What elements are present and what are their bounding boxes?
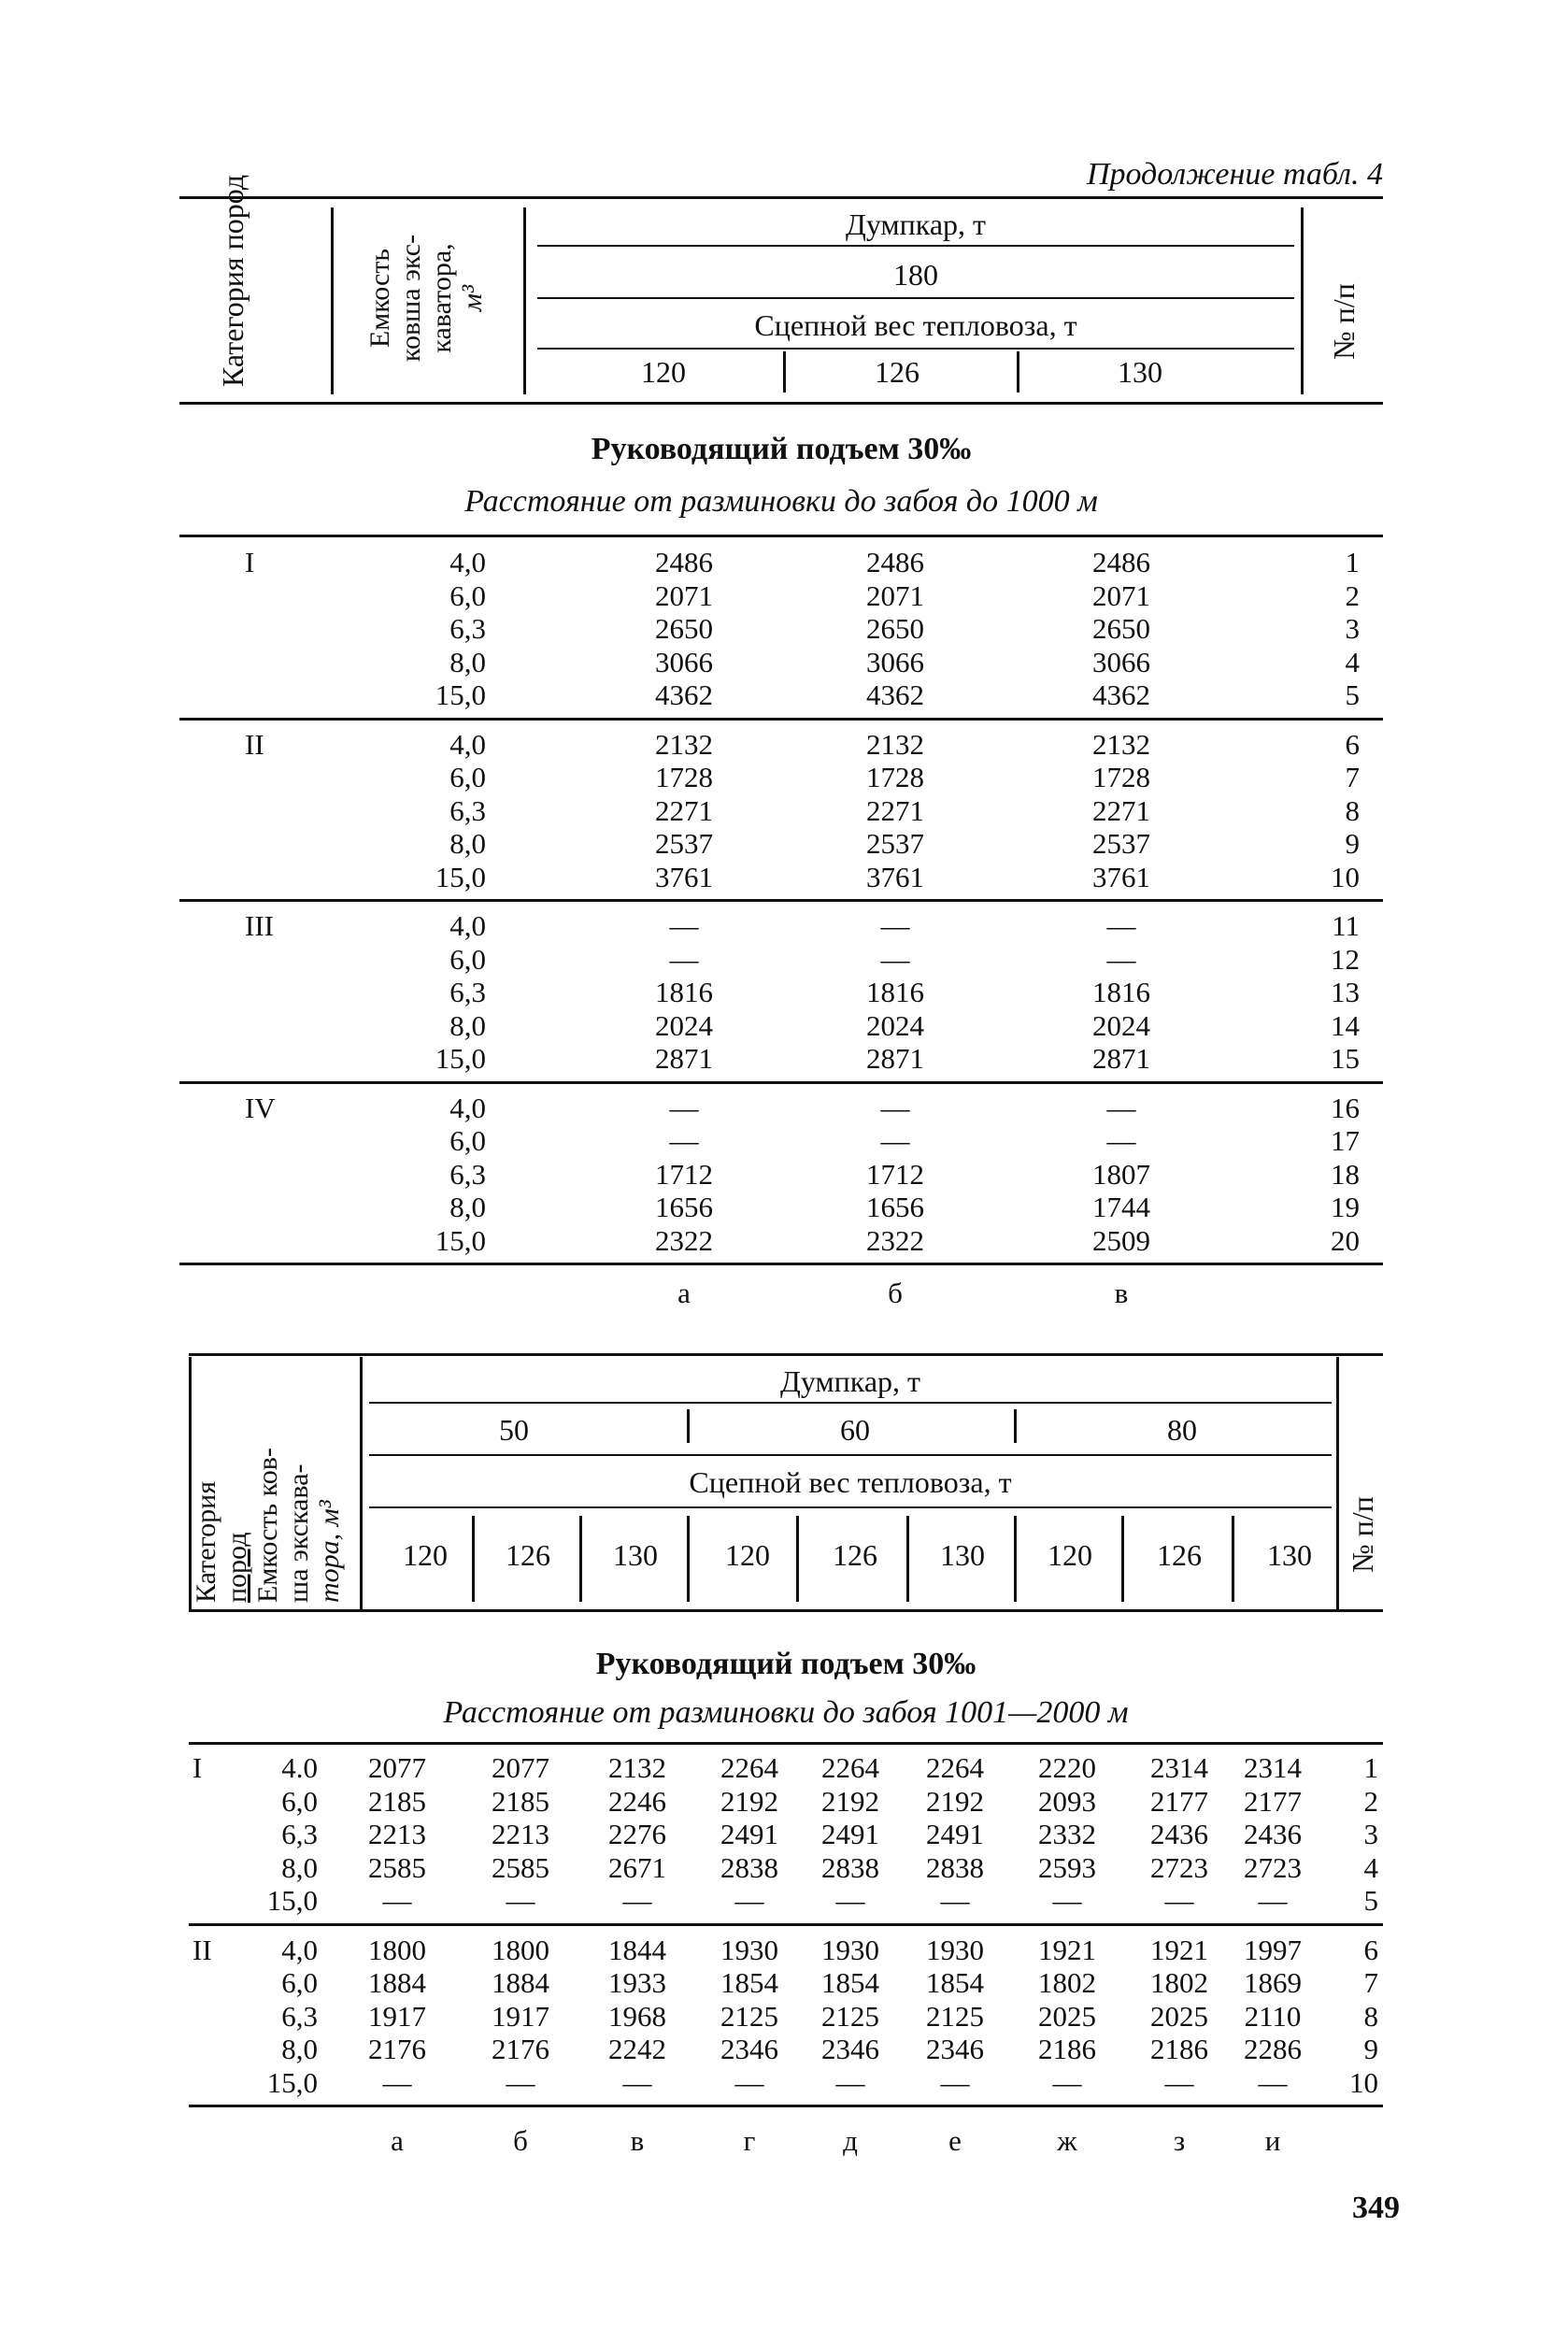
- category-label: III: [245, 909, 274, 942]
- value-cell: 2246: [608, 1784, 666, 1818]
- value-cell: 1728: [1092, 761, 1150, 793]
- value-cell: —: [880, 942, 910, 976]
- value-cell: 2213: [368, 1818, 426, 1850]
- value-cell: 2125: [821, 1999, 879, 2033]
- value-cell: 1728: [655, 761, 713, 793]
- value-cell: 2071: [655, 578, 713, 612]
- row-number-cell: 10: [1349, 2065, 1378, 2099]
- value-cell: —: [622, 2065, 652, 2099]
- value-cell: —: [835, 1884, 865, 1917]
- value-cell: 1854: [926, 1966, 984, 1999]
- column-letter: а: [677, 1277, 691, 1309]
- value-cell: 2176: [368, 2033, 426, 2065]
- value-cell: 2346: [926, 2033, 984, 2065]
- value-cell: 2077: [492, 1751, 549, 1784]
- value-cell: 1917: [368, 1999, 426, 2033]
- row-number-cell: 8: [1363, 1999, 1378, 2033]
- t1-header-weight: 120: [641, 355, 686, 389]
- value-cell: —: [880, 1091, 910, 1124]
- bucket-cell: 15,0: [435, 1042, 486, 1075]
- value-cell: 1921: [1038, 1933, 1096, 1966]
- row-number-cell: 17: [1331, 1124, 1360, 1157]
- page-number: 349: [1352, 2191, 1400, 2225]
- row-number-cell: 5: [1345, 678, 1360, 711]
- value-cell: 2436: [1150, 1818, 1208, 1850]
- value-cell: —: [1258, 2065, 1288, 2099]
- bucket-cell: 6,3: [449, 976, 486, 1008]
- value-cell: 2176: [492, 2033, 549, 2065]
- value-cell: —: [669, 942, 699, 976]
- value-cell: —: [622, 1884, 652, 1917]
- value-cell: 2491: [821, 1818, 879, 1850]
- value-cell: 2486: [866, 546, 924, 578]
- row-number-cell: 11: [1332, 909, 1360, 942]
- bucket-cell: 6,3: [449, 1157, 486, 1191]
- value-cell: 2314: [1150, 1751, 1208, 1784]
- value-cell: 2491: [720, 1818, 778, 1850]
- value-cell: 2071: [1092, 578, 1150, 612]
- bucket-cell: 4,0: [449, 909, 486, 942]
- column-letter: г: [743, 2124, 756, 2157]
- row-number-cell: 16: [1331, 1091, 1360, 1124]
- value-cell: 2186: [1150, 2033, 1208, 2065]
- value-cell: 1921: [1150, 1933, 1208, 1966]
- value-cell: 2871: [1092, 1042, 1150, 1075]
- value-cell: 1854: [821, 1966, 879, 1999]
- bucket-cell: 6,3: [449, 612, 486, 645]
- bucket-cell: 15,0: [266, 1884, 318, 1917]
- column-letter: в: [630, 2124, 645, 2157]
- value-cell: 2077: [368, 1751, 426, 1784]
- value-cell: 2271: [866, 793, 924, 827]
- bucket-cell: 6,3: [449, 793, 486, 827]
- value-cell: 1712: [655, 1157, 713, 1191]
- value-cell: 2185: [368, 1784, 426, 1818]
- column-letter: б: [888, 1277, 903, 1309]
- value-cell: —: [1052, 1884, 1082, 1917]
- t1-header-dumpcar-value: 180: [893, 258, 938, 292]
- value-cell: 3066: [1092, 645, 1150, 678]
- row-number-cell: 3: [1363, 1818, 1378, 1850]
- bucket-cell: 8,0: [449, 827, 486, 860]
- value-cell: 1744: [1092, 1191, 1150, 1223]
- value-cell: 1800: [492, 1933, 549, 1966]
- bucket-cell: 6,3: [281, 1999, 318, 2033]
- row-number-cell: 7: [1363, 1966, 1378, 1999]
- value-cell: 1884: [368, 1966, 426, 1999]
- column-letter: д: [843, 2124, 858, 2157]
- bucket-cell: 6,0: [449, 942, 486, 976]
- row-number-cell: 7: [1345, 761, 1360, 793]
- value-cell: 2314: [1244, 1751, 1302, 1784]
- row-number-cell: 14: [1331, 1008, 1360, 1042]
- value-cell: 2110: [1244, 1999, 1302, 2033]
- column-letter: а: [391, 2124, 404, 2157]
- value-cell: —: [1106, 909, 1136, 942]
- value-cell: 2537: [866, 827, 924, 860]
- t1-header-dumpcar: Думпкар, т: [845, 207, 987, 241]
- value-cell: 1968: [608, 1999, 666, 2033]
- value-cell: 2286: [1244, 2033, 1302, 2065]
- value-cell: 2024: [866, 1008, 924, 1042]
- value-cell: 1800: [368, 1933, 426, 1966]
- bucket-cell: 4,0: [449, 546, 486, 578]
- bucket-cell: 15,0: [266, 2065, 318, 2099]
- row-number-cell: 6: [1363, 1933, 1378, 1966]
- bucket-cell: 8,0: [281, 2033, 318, 2065]
- value-cell: 2264: [720, 1751, 778, 1784]
- value-cell: 2220: [1038, 1751, 1096, 1784]
- bucket-cell: 6,0: [449, 578, 486, 612]
- value-cell: 3761: [866, 860, 924, 893]
- row-number-cell: 20: [1331, 1223, 1360, 1257]
- value-cell: 1930: [926, 1933, 984, 1966]
- t2-header-weight: 120: [403, 1538, 448, 1572]
- value-cell: 2491: [926, 1818, 984, 1850]
- value-cell: —: [880, 1124, 910, 1157]
- value-cell: 2838: [821, 1850, 879, 1884]
- column-letter: ж: [1057, 2124, 1077, 2157]
- value-cell: 2132: [608, 1751, 666, 1784]
- value-cell: 1854: [720, 1966, 778, 1999]
- value-cell: —: [669, 1124, 699, 1157]
- value-cell: 2025: [1038, 1999, 1096, 2033]
- value-cell: 4362: [1092, 678, 1150, 711]
- t2-header-weight: 126: [833, 1538, 877, 1572]
- value-cell: —: [506, 2065, 535, 2099]
- value-cell: —: [1106, 1124, 1136, 1157]
- value-cell: 1844: [608, 1933, 666, 1966]
- bucket-cell: 6,0: [281, 1966, 318, 1999]
- value-cell: —: [835, 2065, 865, 2099]
- value-cell: 2132: [1092, 727, 1150, 761]
- value-cell: —: [382, 1884, 412, 1917]
- column-letter: з: [1173, 2124, 1186, 2157]
- value-cell: 4362: [655, 678, 713, 711]
- bucket-cell: 15,0: [435, 860, 486, 893]
- column-letter: е: [948, 2124, 962, 2157]
- value-cell: 2024: [655, 1008, 713, 1042]
- value-cell: 2838: [926, 1850, 984, 1884]
- value-cell: 2192: [926, 1784, 984, 1818]
- t1-header-number: № п/п: [1327, 283, 1361, 360]
- t1-header-weight: 126: [875, 355, 919, 389]
- value-cell: 2025: [1150, 1999, 1208, 2033]
- t2-header-category: Категория пород Емкость ков- ша экскава- тора, м³: [191, 1448, 345, 1603]
- row-number-cell: 4: [1345, 645, 1360, 678]
- t2-header-number: № п/п: [1346, 1496, 1379, 1573]
- value-cell: 1802: [1150, 1966, 1208, 1999]
- value-cell: 2125: [926, 1999, 984, 2033]
- bucket-cell: 8,0: [449, 1191, 486, 1223]
- value-cell: 3761: [655, 860, 713, 893]
- value-cell: 2838: [720, 1850, 778, 1884]
- category-label: I: [245, 546, 255, 578]
- t1-header-loco: Сцепной вес тепловоза, т: [754, 308, 1077, 342]
- row-number-cell: 18: [1331, 1157, 1360, 1191]
- t1-header-bucket: Емкость ковша экс- каватора, м³: [364, 234, 488, 363]
- value-cell: 2264: [926, 1751, 984, 1784]
- value-cell: 2242: [608, 2033, 666, 2065]
- row-number-cell: 2: [1363, 1784, 1378, 1818]
- value-cell: 2192: [720, 1784, 778, 1818]
- t2-header-weight: 130: [613, 1538, 658, 1572]
- bucket-cell: 6,0: [449, 1124, 486, 1157]
- value-cell: 1728: [866, 761, 924, 793]
- bucket-cell: 15,0: [435, 678, 486, 711]
- value-cell: —: [382, 2065, 412, 2099]
- value-cell: 2486: [655, 546, 713, 578]
- bucket-cell: 4,0: [449, 727, 486, 761]
- value-cell: 2177: [1150, 1784, 1208, 1818]
- category-label: IV: [245, 1091, 276, 1124]
- t2-header-weight: 126: [1157, 1538, 1202, 1572]
- row-number-cell: 1: [1363, 1751, 1378, 1784]
- t2-section-title: Руководящий подъем 30‰: [595, 1647, 976, 1681]
- value-cell: 2132: [655, 727, 713, 761]
- row-number-cell: 5: [1363, 1884, 1378, 1917]
- value-cell: 2585: [492, 1850, 549, 1884]
- group-divider: [179, 1263, 1383, 1265]
- value-cell: 2509: [1092, 1223, 1150, 1257]
- value-cell: 2871: [866, 1042, 924, 1075]
- value-cell: 2671: [608, 1850, 666, 1884]
- row-number-cell: 6: [1345, 727, 1360, 761]
- group-divider: [179, 899, 1383, 902]
- value-cell: —: [880, 909, 910, 942]
- bucket-cell: 8,0: [449, 645, 486, 678]
- value-cell: 2650: [866, 612, 924, 645]
- t2-header-loco: Сцепной вес тепловоза, т: [689, 1465, 1012, 1499]
- value-cell: 2585: [368, 1850, 426, 1884]
- value-cell: —: [1164, 1884, 1194, 1917]
- row-number-cell: 12: [1331, 942, 1360, 976]
- value-cell: 2436: [1244, 1818, 1302, 1850]
- t2-header-weight: 130: [1267, 1538, 1312, 1572]
- t2-header-dumpcar-value: 50: [499, 1413, 529, 1447]
- bucket-cell: 8,0: [449, 1008, 486, 1042]
- column-letter: в: [1114, 1277, 1129, 1309]
- column-letter: и: [1264, 2124, 1281, 2157]
- group-divider: [189, 1923, 1383, 1926]
- t2-header-weight: 120: [1048, 1538, 1092, 1572]
- t1-header-category: Категория пород: [216, 174, 249, 387]
- value-cell: 1712: [866, 1157, 924, 1191]
- row-number-cell: 4: [1363, 1850, 1378, 1884]
- value-cell: —: [1106, 1091, 1136, 1124]
- value-cell: 2723: [1150, 1850, 1208, 1884]
- value-cell: 2593: [1038, 1850, 1096, 1884]
- bucket-cell: 4.0: [281, 1751, 318, 1784]
- value-cell: 2346: [720, 2033, 778, 2065]
- category-label: II: [192, 1933, 212, 1966]
- row-number-cell: 3: [1345, 612, 1360, 645]
- row-number-cell: 1: [1345, 546, 1360, 578]
- value-cell: 2276: [608, 1818, 666, 1850]
- value-cell: 3066: [866, 645, 924, 678]
- value-cell: 3066: [655, 645, 713, 678]
- category-label: I: [192, 1751, 203, 1784]
- row-number-cell: 10: [1331, 860, 1360, 893]
- value-cell: 2650: [1092, 612, 1150, 645]
- value-cell: 2271: [655, 793, 713, 827]
- t2-header-dumpcar-value: 60: [840, 1413, 870, 1447]
- value-cell: 2322: [655, 1223, 713, 1257]
- row-number-cell: 8: [1345, 793, 1360, 827]
- value-cell: —: [669, 1091, 699, 1124]
- bucket-cell: 8,0: [281, 1850, 318, 1884]
- group-divider: [189, 2105, 1383, 2107]
- value-cell: 2723: [1244, 1850, 1302, 1884]
- value-cell: 2213: [492, 1818, 549, 1850]
- value-cell: 1816: [655, 976, 713, 1008]
- value-cell: 1802: [1038, 1966, 1096, 1999]
- row-number-cell: 9: [1345, 827, 1360, 860]
- value-cell: 1869: [1244, 1966, 1302, 1999]
- value-cell: 2125: [720, 1999, 778, 2033]
- value-cell: 2132: [866, 727, 924, 761]
- value-cell: —: [734, 1884, 764, 1917]
- t1-section-title: Руководящий подъем 30‰: [591, 432, 972, 466]
- bucket-cell: 4,0: [281, 1933, 318, 1966]
- value-cell: 1656: [655, 1191, 713, 1223]
- value-cell: 1997: [1244, 1933, 1302, 1966]
- row-number-cell: 19: [1331, 1191, 1360, 1223]
- bucket-cell: 4,0: [449, 1091, 486, 1124]
- value-cell: 1930: [821, 1933, 879, 1966]
- value-cell: 2332: [1038, 1818, 1096, 1850]
- value-cell: —: [940, 1884, 970, 1917]
- bucket-cell: 6,0: [449, 761, 486, 793]
- bucket-cell: 15,0: [435, 1223, 486, 1257]
- t2-header-dumpcar: Думпкар, т: [779, 1364, 921, 1398]
- group-divider: [179, 1081, 1383, 1084]
- value-cell: 2871: [655, 1042, 713, 1075]
- value-cell: —: [1106, 942, 1136, 976]
- value-cell: —: [940, 2065, 970, 2099]
- t2-header-weight: 130: [940, 1538, 985, 1572]
- column-letter: б: [513, 2124, 528, 2157]
- value-cell: —: [734, 2065, 764, 2099]
- t2-header-weight: 126: [506, 1538, 550, 1572]
- value-cell: 2177: [1244, 1784, 1302, 1818]
- value-cell: —: [1164, 2065, 1194, 2099]
- value-cell: 2486: [1092, 546, 1150, 578]
- value-cell: 2346: [821, 2033, 879, 2065]
- row-number-cell: 2: [1345, 578, 1360, 612]
- t2-header-weight: 120: [725, 1538, 770, 1572]
- t2-section-subtitle: Расстояние от разминовки до забоя 1001—2000 м: [443, 1695, 1129, 1730]
- value-cell: 2650: [655, 612, 713, 645]
- value-cell: 1816: [1092, 976, 1150, 1008]
- table-caption: Продолжение табл. 4: [1086, 157, 1383, 192]
- value-cell: 2093: [1038, 1784, 1096, 1818]
- row-number-cell: 13: [1331, 976, 1360, 1008]
- value-cell: 1917: [492, 1999, 549, 2033]
- t2-header-dumpcar-value: 80: [1167, 1413, 1197, 1447]
- value-cell: 2271: [1092, 793, 1150, 827]
- value-cell: 1884: [492, 1966, 549, 1999]
- value-cell: 2192: [821, 1784, 879, 1818]
- value-cell: 2537: [655, 827, 713, 860]
- t1-section-subtitle: Расстояние от разминовки до забоя до 1000 м: [464, 484, 1098, 519]
- value-cell: 3761: [1092, 860, 1150, 893]
- value-cell: —: [506, 1884, 535, 1917]
- value-cell: 2186: [1038, 2033, 1096, 2065]
- value-cell: 1816: [866, 976, 924, 1008]
- value-cell: 4362: [866, 678, 924, 711]
- row-number-cell: 9: [1363, 2033, 1378, 2065]
- value-cell: 1807: [1092, 1157, 1150, 1191]
- value-cell: —: [669, 909, 699, 942]
- row-number-cell: 15: [1331, 1042, 1360, 1075]
- value-cell: 2537: [1092, 827, 1150, 860]
- bucket-cell: 6,3: [281, 1818, 318, 1850]
- t1-header-weight: 130: [1118, 355, 1162, 389]
- value-cell: 1933: [608, 1966, 666, 1999]
- value-cell: 2185: [492, 1784, 549, 1818]
- value-cell: 1656: [866, 1191, 924, 1223]
- value-cell: 2322: [866, 1223, 924, 1257]
- value-cell: 2264: [821, 1751, 879, 1784]
- value-cell: 2071: [866, 578, 924, 612]
- value-cell: 1930: [720, 1933, 778, 1966]
- value-cell: —: [1258, 1884, 1288, 1917]
- group-divider: [179, 718, 1383, 721]
- category-label: II: [245, 727, 264, 761]
- value-cell: —: [1052, 2065, 1082, 2099]
- bucket-cell: 6,0: [281, 1784, 318, 1818]
- value-cell: 2024: [1092, 1008, 1150, 1042]
